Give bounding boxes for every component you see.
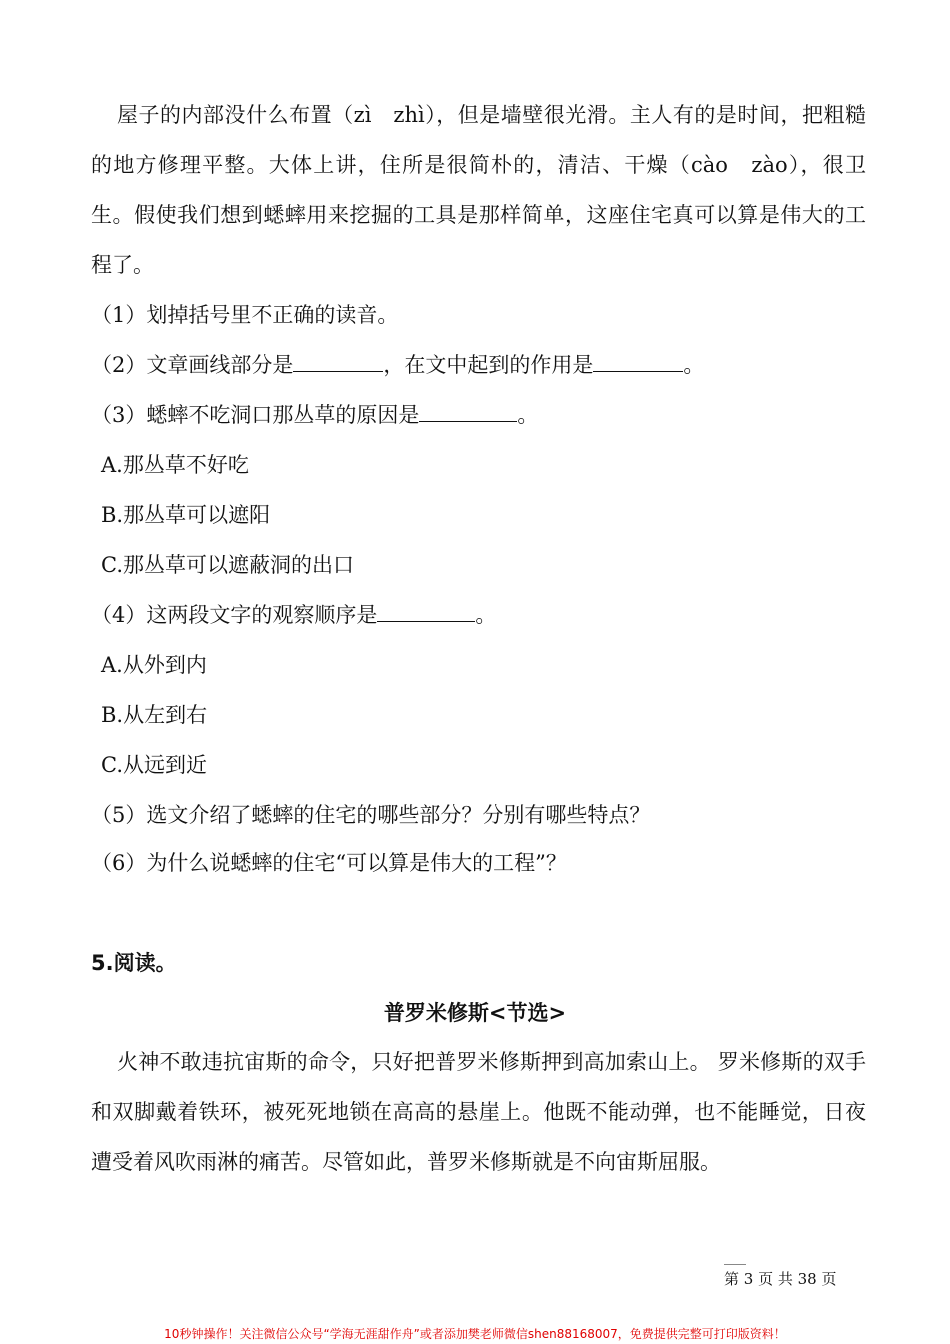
article-title: 普罗米修斯<节选> xyxy=(383,1001,567,1025)
promo-note: 10秒钟操作！关注微信公众号“学海无涯甜作舟”或者添加樊老师微信shen88168007，免费提供完整可打印版资料！ xyxy=(164,1327,786,1341)
question-3-text: （3）蟋蟀不吃洞口那丛草的原因是 xyxy=(91,403,420,427)
answer-blank[interactable] xyxy=(419,401,517,422)
answer-blank[interactable] xyxy=(377,601,475,622)
question-1: （1）划掉括号里不正确的读音。 xyxy=(91,303,399,327)
option-3a: A.那丛草不好吃 xyxy=(101,453,249,477)
question-2-text: （2）文章画线部分是 xyxy=(91,353,294,377)
article-passage: 火神不敢违抗宙斯的命令，只好把普罗米修斯押到高加索山上。 罗米修斯的双手和双脚戴着铁环，被死死地锁在高高的悬崖上。他既不能动弹，也不能睡觉，日夜遭受着风吹雨淋的痛苦。尽管如此，普罗米修斯就是不向宙斯屈服。 xyxy=(91,1050,866,1174)
question-2-end: 。 xyxy=(683,353,705,377)
section-heading: 5.阅读。 xyxy=(91,951,177,975)
page-number: 第 3 页 共 38 页 xyxy=(724,1270,837,1288)
option-4c: C.从远到近 xyxy=(101,753,207,777)
question-3-end: 。 xyxy=(517,403,539,427)
option-4b: B.从左到右 xyxy=(101,703,208,727)
question-2-text-2: ，在文中起到的作用是 xyxy=(383,353,594,377)
question-4-text: （4）这两段文字的观察顺序是 xyxy=(91,603,378,627)
question-6: （6）为什么说蟋蟀的住宅“可以算是伟大的工程”？ xyxy=(91,851,567,875)
option-3b: B.那丛草可以遮阳 xyxy=(101,503,271,527)
passage-text: 屋子的内部没什么布置（zì zhì），但是墙壁很光滑。主人有的是时间，把粗糙的地方修理平整。大体上讲，住所是很简朴的，清洁、干燥（cào zào），很卫生。假使我们想到蟋蟀用来挖掘的工具是那样简单，这座住宅真可以算是伟大的工程了。 xyxy=(91,103,866,277)
footer-divider xyxy=(724,1264,746,1265)
option-3c: C.那丛草可以遮蔽洞的出口 xyxy=(101,553,354,577)
option-4a: A.从外到内 xyxy=(101,653,207,677)
question-4-end: 。 xyxy=(475,603,497,627)
answer-blank[interactable] xyxy=(293,351,383,372)
answer-blank[interactable] xyxy=(593,351,683,372)
question-4 xyxy=(91,600,496,630)
question-5: （5）选文介绍了蟋蟀的住宅的哪些部分？分别有哪些特点？ xyxy=(91,803,651,827)
question-3 xyxy=(91,400,538,430)
question-2 xyxy=(91,350,704,380)
